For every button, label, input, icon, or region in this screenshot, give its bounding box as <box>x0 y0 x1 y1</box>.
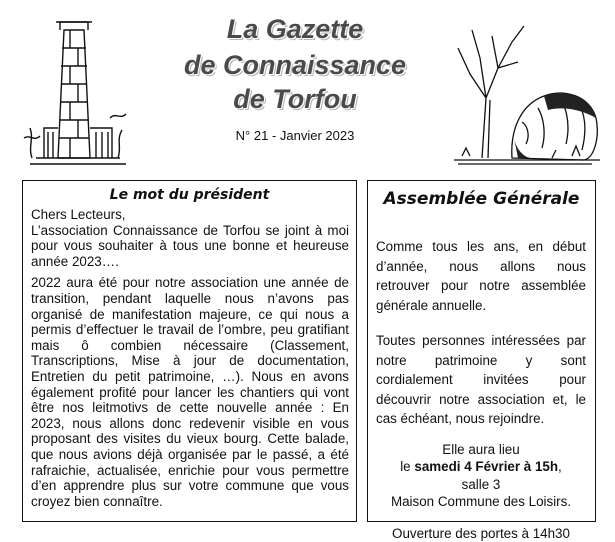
general-assembly-box <box>367 180 596 522</box>
president-message-body <box>23 207 356 509</box>
doors-open-line: Ouverture des portes à 14h30 <box>376 525 586 542</box>
event-date-line <box>376 458 586 476</box>
chimney-illustration <box>20 8 130 168</box>
event-intro: Elle aura lieu <box>376 441 586 459</box>
paragraph: 2022 aura été pour notre association une année de transition, pendant laquelle nous n’avons pas organisé de manifestation majeure, ce qui nous a permis d’effectuer le travail de l’ombre, peu gratifiant mais ô combien nécessaire (Classement, Transcriptions, Mise à jour de documentation, Entretien du petit patrimoine, …). Nous en avons également profité pour lancer les chantiers qui vont être nos leitmotivs de cette nouvelle année : En 2023, nous allons donc redevenir visible en vous proposant des visites du vieux bourg. Cette balade, que nous avions déjà organisée par le passé, a été rafraichie, actualisée, enrichie pour vous permettre d’en apprendre plus sur votre commune que vous croyez bien connaître. <box>31 275 349 509</box>
general-assembly-heading: Assemblée Générale <box>368 189 595 217</box>
event-date-suffix: , <box>558 459 562 474</box>
paragraph: Toutes personnes intéressées par notre patrimoine y sont cordialement invitées pour découvrir notre association et, le cas échéant, nous rejoindre. <box>376 331 586 429</box>
gazette-title-line1: La Gazette <box>150 14 440 45</box>
paragraph: L’association Connaissance de Torfou se joint à moi pour vous souhaiter à tous une bonne et heureuse année 2023…. <box>31 223 349 270</box>
greeting: Chers Lecteurs, <box>31 207 349 223</box>
gazette-title-line3: de Torfou <box>150 84 440 115</box>
president-message-heading: Le mot du président <box>23 187 356 207</box>
event-details <box>376 441 586 542</box>
masthead <box>0 0 615 172</box>
tree-and-rock-illustration <box>452 18 602 168</box>
event-date-prefix: le <box>400 459 410 474</box>
event-room: salle 3 <box>376 476 586 494</box>
paragraph: Comme tous les ans, en début d’année, nous allons nous retrouver pour notre assemblée générale annuelle. <box>376 237 586 315</box>
event-place: Maison Commune des Loisirs. <box>376 493 586 511</box>
issue-number: N° 21 - Janvier 2023 <box>150 128 440 143</box>
president-message-box <box>22 180 357 522</box>
gazette-title-line2: de Connaissance <box>150 50 440 81</box>
event-date: samedi 4 Février à 15h <box>414 459 558 474</box>
general-assembly-body <box>368 217 595 542</box>
